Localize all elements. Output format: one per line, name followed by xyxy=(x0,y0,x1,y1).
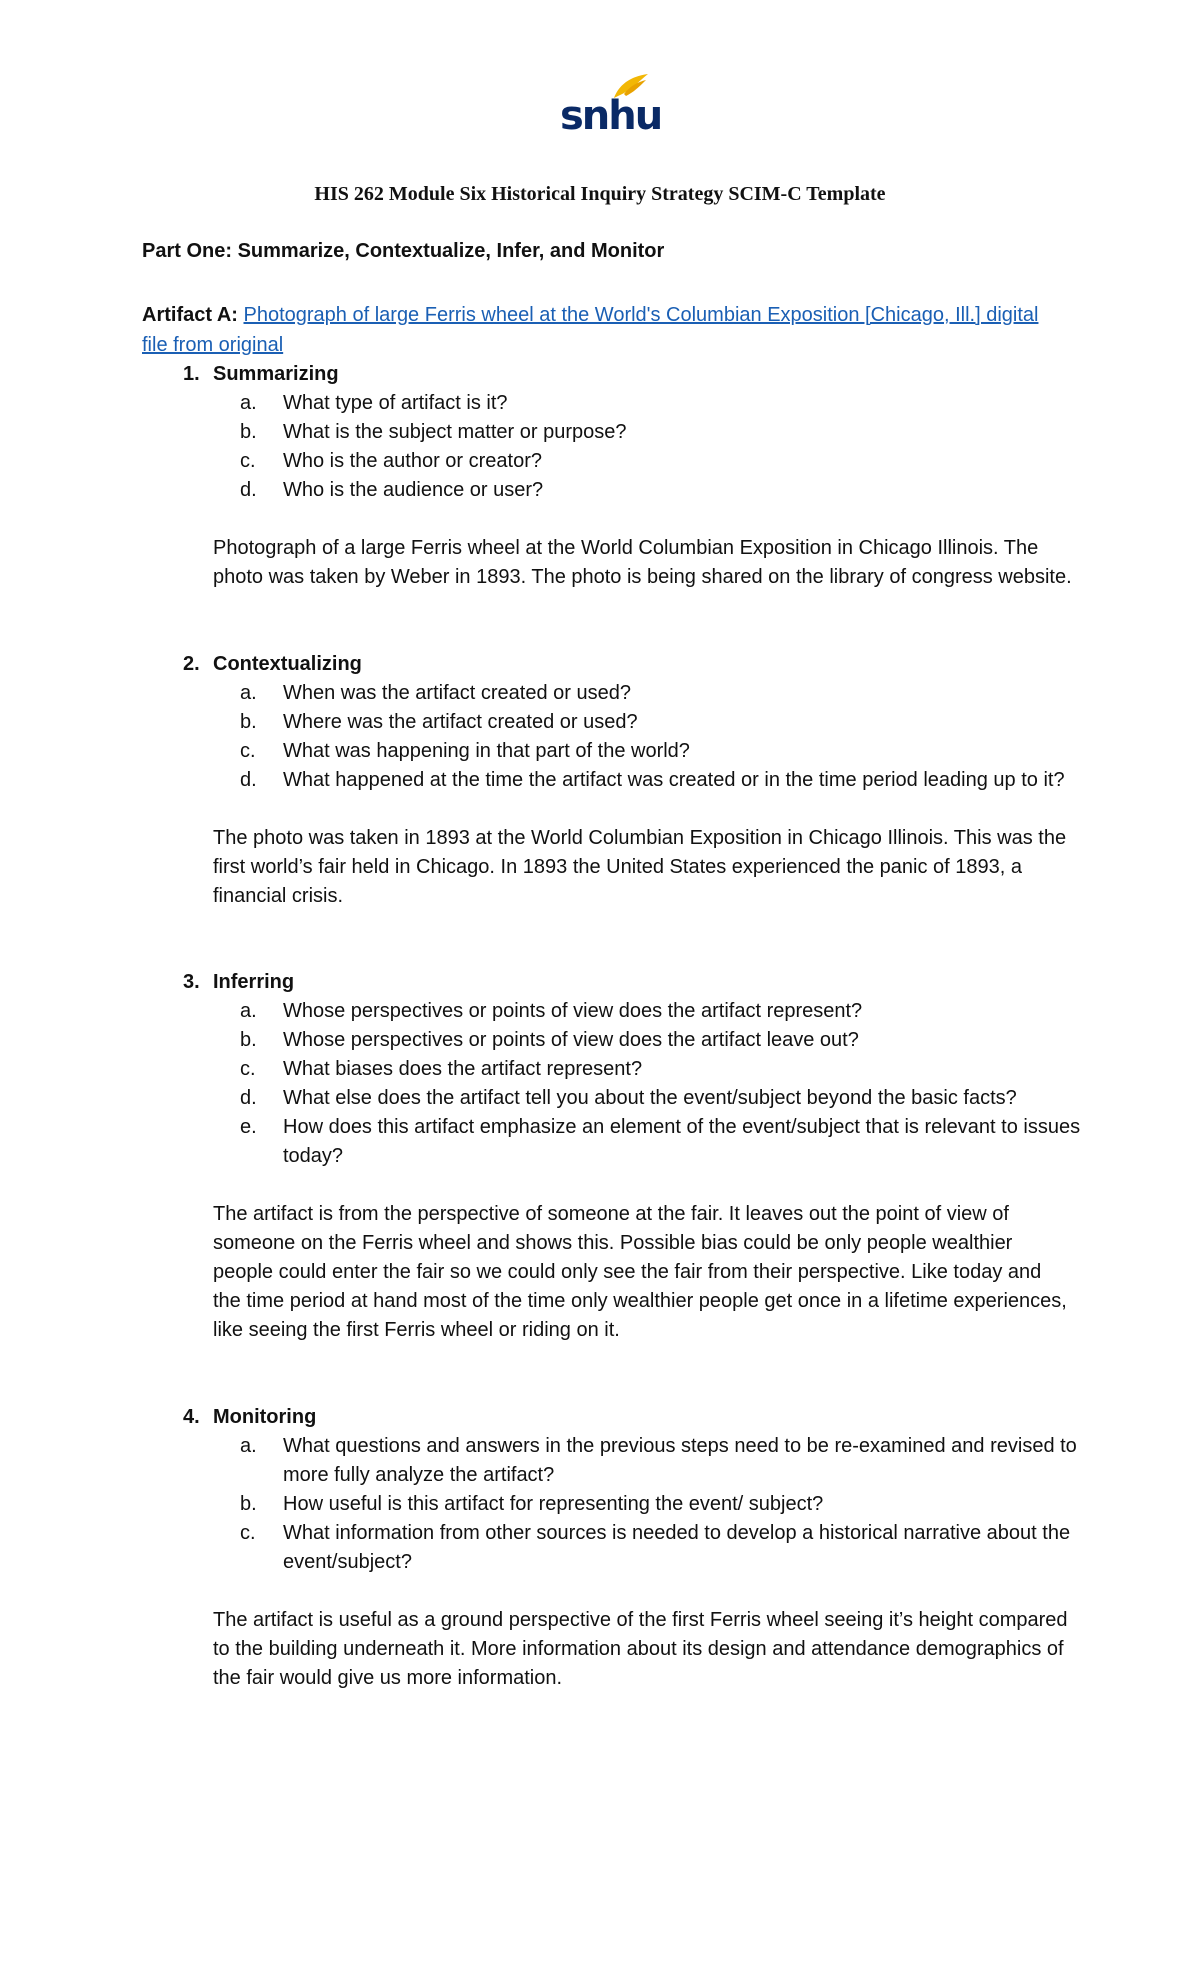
section-title: Contextualizing xyxy=(213,653,362,675)
document-title: HIS 262 Module Six Historical Inquiry Strategy SCIM-C Template xyxy=(314,183,886,205)
snhu-logo xyxy=(560,72,662,139)
section-number: 3. xyxy=(183,971,200,993)
question-item: a. What questions and answers in the previous steps need to be re-examined and revised to more fully analyze the artifact? xyxy=(240,1435,1077,1486)
question-item: c. What was happening in that part of the world? xyxy=(240,740,690,762)
section-number: 2. xyxy=(183,653,200,675)
section-number: 4. xyxy=(183,1406,200,1428)
question-item: c. What information from other sources is needed to develop a historical narrative about the event/subject? xyxy=(240,1522,1071,1573)
question-item: d. What else does the artifact tell you about the event/subject beyond the basic facts? xyxy=(240,1087,1017,1109)
artifact-label: Artifact A: xyxy=(142,304,238,326)
question-item: d. Who is the audience or user? xyxy=(240,479,544,501)
section-number: 1. xyxy=(183,363,200,385)
question-item: b. Whose perspectives or points of view does the artifact leave out? xyxy=(240,1029,859,1051)
section-title: Inferring xyxy=(213,971,295,993)
question-item: a. When was the artifact created or used? xyxy=(240,682,631,704)
artifact-link[interactable]: Photograph of large Ferris wheel at the World's Columbian Exposition [Chicago, Ill.] digital file from original xyxy=(142,304,1039,356)
question-item: a. Whose perspectives or points of view does the artifact represent? xyxy=(240,1000,863,1022)
section-title: Summarizing xyxy=(213,363,339,385)
question-item: c. Who is the author or creator? xyxy=(240,450,543,472)
question-item: c. What biases does the artifact represent? xyxy=(240,1058,643,1080)
section-summarizing xyxy=(142,360,1082,592)
section-title: Monitoring xyxy=(213,1406,317,1428)
section-monitoring xyxy=(142,1403,1082,1693)
answer-paragraph: Photograph of a large Ferris wheel at the World Columbian Exposition in Chicago Illinois. The photo was taken by Weber in 1893. The photo is being shared on the library of congress website. xyxy=(213,537,1072,588)
answer-paragraph: The artifact is useful as a ground perspective of the first Ferris wheel seeing it’s height compared to the building underneath it. More information about its design and attendance demographics of the fair would give us more information. xyxy=(213,1609,1068,1689)
artifact-line xyxy=(142,300,1062,360)
answer-paragraph: The artifact is from the perspective of someone at the fair. It leaves out the point of view of someone on the Ferris wheel and shows this. Possible bias could be only people wealthier people could enter the fair so we could only see the fair from their perspective. Like today and the time period at hand most of the time only wealthier people get once in a lifetime experiences, like seeing the first Ferris wheel or riding on it. xyxy=(213,1203,1067,1341)
question-item: d. What happened at the time the artifact was created or in the time period leading up to it? xyxy=(240,769,1065,791)
section-inferring xyxy=(142,968,1082,1345)
question-item: e. How does this artifact emphasize an element of the event/subject that is relevant to issues today? xyxy=(240,1116,1081,1167)
question-item: a. What type of artifact is it? xyxy=(240,392,508,414)
logo-wordmark: snhu xyxy=(560,93,662,139)
question-item: b. What is the subject matter or purpose? xyxy=(240,421,627,443)
question-item: b. Where was the artifact created or used? xyxy=(240,711,638,733)
answer-paragraph: The photo was taken in 1893 at the World Columbian Exposition in Chicago Illinois. This was the first world’s fair held in Chicago. In 1893 the United States experienced the panic of 1893, a financial crisis. xyxy=(213,827,1067,907)
part-title: Part One: Summarize, Contextualize, Infer, and Monitor xyxy=(142,240,665,262)
question-item: b. How useful is this artifact for representing the event/ subject? xyxy=(240,1493,824,1515)
section-contextualizing xyxy=(142,650,1082,911)
